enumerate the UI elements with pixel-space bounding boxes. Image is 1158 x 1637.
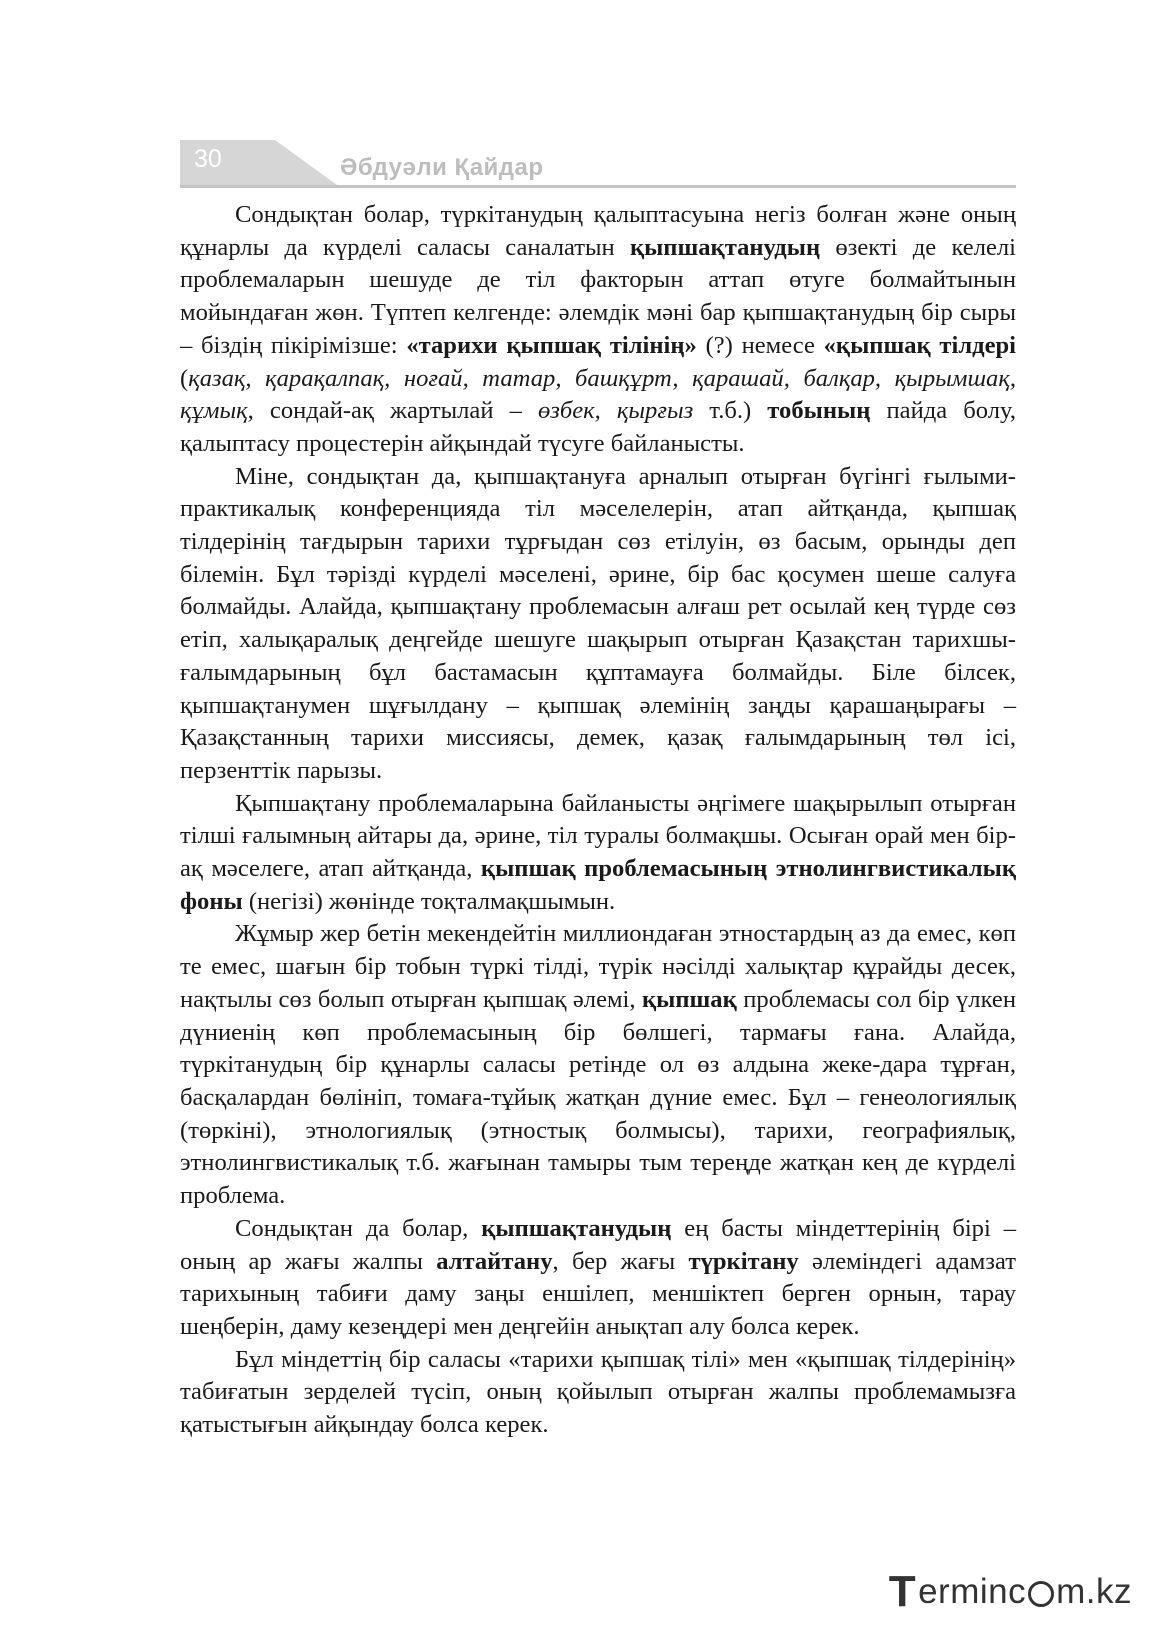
- text-run: (: [180, 364, 189, 392]
- bold-run: тобының: [767, 397, 871, 425]
- text-run: Міне, сондықтан да, қыпшақтануға арналып отырған бүгінгі ғылыми-практикалық конференцияда тіл мәселелерін, атап айтқанда, қыпшақ тілдерінің тағдырын тарихи тұрғыдан сөз етілуін, өз басым, орынды деп білемін. Бұл тәрізді күрделі мәселені, әрине, бір бас қосумен шеше салуға болмайды. Алайда, қыпшақтану проблемасын алғаш рет осылай кең түрде сөз етіп, халықаралық деңгейде шешуге шақырып отырған Қазақстан тарихшы-ғалымдарының бұл бастамасын құптамауға болмайды. Біле білсек, қыпшақтанумен шұғылдану – қыпшақ әлемінің заңды қарашаңырағы – Қазақстанның тарихи миссиясы, демек, қазақ ғалымдарының төл ісі, перзенттік парызы.: [180, 462, 1016, 784]
- text-run: Сондықтан да болар,: [235, 1214, 482, 1242]
- text-run: (негізі) жөнінде тоқталмақшымын.: [242, 887, 616, 915]
- author-name: Әбдуәли Қайдар: [340, 154, 544, 181]
- bold-run: қыпшақтанудың: [481, 1214, 672, 1242]
- text-run: Бұл міндеттің бір саласы «тарихи қыпшақ тілі» мен «қыпшақ тілдерінің» табиғатын зерделей түсіп, оның қойылып отырған жалпы проблемамызға қатыстығын айқындау болса керек.: [180, 1345, 1016, 1439]
- watermark-letter-t: T: [888, 1567, 917, 1616]
- italic-run: қазақ, қарақалпақ, ноғай, татар, башқұрт, қарашай, балқар, қырымшақ, құмық,: [180, 364, 1016, 425]
- text-run: өзекті де келелі проблемаларын шешуде де тіл факторын аттап өтуге болмайтынын мойындаған жөн. Түптеп келгенде: әлемдік мәні бар қыпшақтанудың бір сыры – біздің пікірімізше:: [180, 233, 1016, 359]
- watermark-text: erminc: [918, 1572, 1027, 1611]
- text-run: ең басты міндеттерінің бірі – оның ар жағы жалпы: [180, 1214, 1016, 1275]
- header-rule: [180, 185, 1016, 188]
- watermark-circle-icon: [1028, 1581, 1054, 1607]
- text-run: (?) немесе: [696, 331, 824, 359]
- text-run: Сондықтан болар, түркітанудың қалыптасуына негіз болған және оның құнарлы да күрделі саласы саналатын: [180, 201, 1016, 261]
- text-run: проблемасы сол бір үлкен дүниенің көп проблемасының бір бөлшегі, тармағы ғана. Алайда, түркітанудың бір құнарлы саласы ретінде ол өз алдына жеке-дара тұрған, басқалардан бөлініп, томаға-тұйық жатқан дүние емес. Бұл – генеологиялық (төркіні), этнологиялық (этностық болмысы), тарихи, географиялық, этнолингвистикалық т.б. жағынан тамыры тым тереңде жатқан кең де күрделі проблема.: [180, 985, 1016, 1210]
- text-run: сондай-ақ жартылай –: [253, 397, 538, 425]
- italic-run: өзбек, қырғыз: [537, 397, 694, 425]
- paragraph: [180, 199, 1016, 461]
- running-header: [180, 140, 1016, 192]
- bold-run: түркітану: [688, 1247, 799, 1275]
- watermark-domain: m.kz: [1056, 1572, 1132, 1611]
- bold-run: «қыпшақ тілдері: [823, 331, 1016, 359]
- body-text: [180, 199, 1016, 1442]
- text-run: , бер жағы: [552, 1247, 689, 1275]
- text-run: әлеміндегі адамзат тарихының табиғи даму заңы еншілеп, меншіктеп берген орнын, тарау шеңберін, даму кезеңдері мен деңгейін анықтап алу болса керек.: [180, 1247, 1016, 1340]
- paragraph: [180, 788, 1016, 919]
- text-run: Жұмыр жер бетін мекендейтін миллиондаған этностардың аз да емес, көп те емес, шағын бір тобын түркі тілді, түрік нәсілді халықтар құрайды десек, нақтылы сөз болып отырған қыпшақ әлемі,: [180, 920, 1016, 1013]
- paragraph: [180, 1213, 1016, 1344]
- text-run: Қыпшақтану проблемаларына байланысты әңгімеге шақырылып отырған тілші ғалымның айтары да, әрине, тіл туралы болмақшы. Осыған орай мен бір-ақ мәселеге, атап айтқанда,: [180, 789, 1016, 883]
- page-number: 30: [194, 145, 222, 173]
- paragraph: [180, 461, 1016, 788]
- page-number-tab-shape: [275, 140, 337, 185]
- bold-run: қыпшақтанудың: [629, 233, 821, 261]
- paragraph: [180, 918, 1016, 1212]
- bold-run: алтайтану: [436, 1247, 553, 1275]
- bold-run: қыпшақ: [642, 985, 737, 1013]
- text-run: пайда болу, қалыптасу процестерін айқындай түсуге байланысты.: [180, 397, 1016, 457]
- text-run: т.б.): [693, 397, 768, 425]
- bold-run: қыпшақ проблемасының этнолингвистикалық фоны: [180, 855, 1016, 915]
- paragraph: [180, 1344, 1016, 1442]
- site-watermark: [889, 1567, 1132, 1617]
- bold-run: «тарихи қыпшақ тілінің»: [406, 331, 697, 359]
